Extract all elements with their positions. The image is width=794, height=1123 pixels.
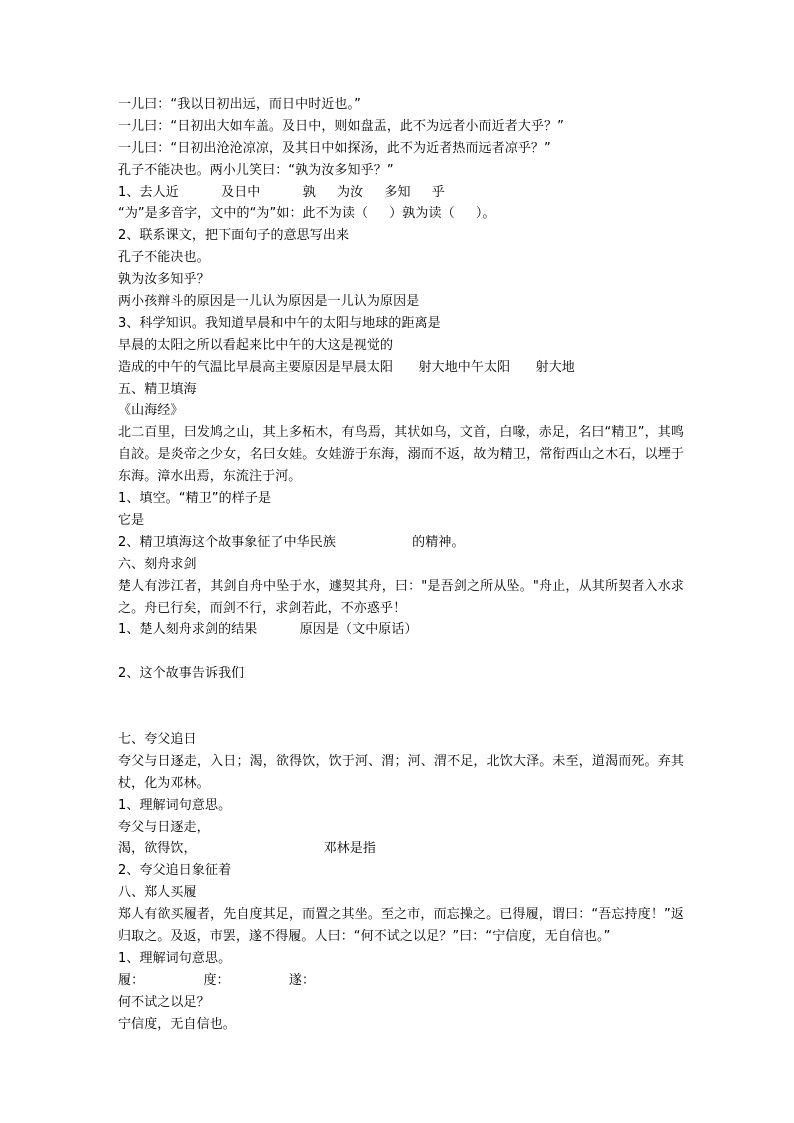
section-heading: 七、夸父追日 <box>118 731 197 747</box>
question-line: 3、科学知识。我知道早晨和中午的太阳与地球的距离是 <box>118 315 441 331</box>
section-heading: 八、郑人买履 <box>118 885 197 901</box>
source-title: 《山海经》 <box>118 403 184 419</box>
question-line: 1、楚人刻舟求剑的结果 原因是（文中原话） <box>118 622 418 638</box>
question-line: 1、去人近 及日中 孰 为汝 多知 乎 <box>118 184 445 200</box>
text-line: 孰为汝多知乎？ <box>118 272 210 288</box>
question-line: 它是 <box>118 512 145 528</box>
text-line: 孔子不能决也。 <box>118 250 210 266</box>
question-line: 早晨的太阳之所以看起来比中午的大这是视觉的 <box>118 337 394 353</box>
question-line: 造成的中午的气温比早晨高主要原因是早晨太阳 射大地中午太阳 射大地 <box>118 359 575 375</box>
question-line: 1、填空。“精卫”的样子是 <box>118 491 272 507</box>
question-line: 2、夸父追日象征着 <box>118 863 232 879</box>
text-line: 一儿曰：“日初出大如车盖。及日中，则如盘盂，此不为远者小而近者大乎？” <box>118 118 564 134</box>
question-line: 履： 度： 遂： <box>118 972 316 988</box>
question-line: 夸父与日逐走， <box>118 819 210 835</box>
passage-paragraph: 楚人有涉江者，其剑自舟中坠于水，遽契其舟，曰："是吾剑之所从坠。"舟止，从其所契者入水求之。舟已行矣，而剑不行，求剑若此，不亦惑乎！ <box>118 578 684 616</box>
answer-space <box>118 641 684 663</box>
question-line: 2、这个故事告诉我们 <box>118 666 245 682</box>
text-line: 孔子不能决也。两小儿笑曰：“孰为汝多知乎？” <box>118 162 394 178</box>
question-line: 2、联系课文，把下面句子的意思写出来 <box>118 228 350 244</box>
section-heading: 六、刻舟求剑 <box>118 556 197 572</box>
text-line: 一儿曰：“日初出沧沧凉凉，及其日中如探汤，此不为近者热而远者凉乎？” <box>118 140 551 156</box>
answer-space <box>118 707 684 729</box>
document-page <box>118 94 684 1035</box>
question-line: 宁信度，无自信也。 <box>118 1016 236 1032</box>
question-line: 1、理解词句意思。 <box>118 950 232 966</box>
question-line: 渴，欲得饮， 邓林是指 <box>118 841 376 857</box>
question-line: 2、精卫填海这个故事象征了中华民族 的精神。 <box>118 534 465 550</box>
passage-paragraph: 北二百里，曰发鸠之山，其上多柘木，有鸟焉，其状如乌，文首，白喙，赤足，名曰“精卫”，其鸣自詨。是炎帝之少女，名曰女娃。女娃游于东海，溺而不返，故为精卫，常衔西山之木石，以堙于东海。漳水出焉，东流注于河。 <box>118 425 684 485</box>
section-heading: 五、精卫填海 <box>118 381 197 397</box>
text-line: 一儿曰：“我以日初出远，而日中时近也。” <box>118 97 361 112</box>
question-line: “为”是多音字，文中的“为”如：此不为读（ ）孰为读（ ）。 <box>118 206 496 222</box>
question-line: 何不试之以足？ <box>118 994 210 1010</box>
passage-paragraph: 夸父与日逐走，入日；渴，欲得饮，饮于河、渭；河、渭不足，北饮大泽。未至，道渴而死。弃其杖，化为邓林。 <box>118 753 684 791</box>
passage-paragraph: 郑人有欲买履者，先自度其足，而置之其坐。至之市，而忘操之。已得履，谓曰：“吾忘持度！”返归取之。及返，市罢，遂不得履。人曰：“何不试之以足？”曰：“宁信度，无自信也。” <box>118 907 684 944</box>
question-line: 1、理解词句意思。 <box>118 797 232 813</box>
answer-space <box>118 685 684 707</box>
question-line: 两小孩辩斗的原因是一儿认为原因是一儿认为原因是 <box>118 294 420 310</box>
